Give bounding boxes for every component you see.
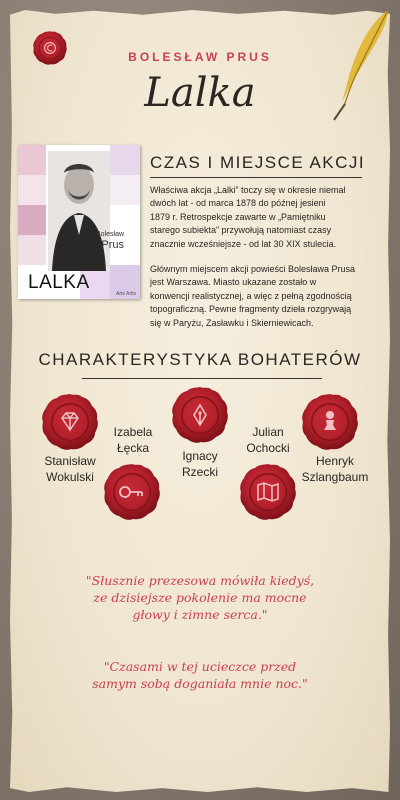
divider [82, 378, 322, 379]
character-name-ochocki: Julian Ochocki [246, 425, 290, 455]
quote-2: "Czasami w tej ucieczce przed samym sobą doganiała mnie noc." [92, 659, 308, 691]
paragraph-place: Głównym miejscem akcji powieści Bolesława Prusa jest Warszawa. Miasto ukazane zostało w konwencji realistycznej, a więc z pełną zgodnością topograficzną. Pewne fragmenty dzieła rozgrywają się w Paryżu, Zasławku i Skierniewicach. [150, 264, 356, 328]
chess-pawn-icon [300, 392, 360, 452]
author-portrait-image [48, 151, 110, 271]
book-author: BOLESŁAW PRUS [128, 50, 272, 64]
cover-publisher: Arts Artis [115, 291, 136, 297]
paragraph-time: Właściwa akcja „Lalki” toczy się w okresie niemal dwóch lat - od marca 1878 do późnej jesieni 1879 r. Retrospekcje zawarte w „Pamiętniku starego subiekta” przywołują natomiast czasy znacznie wcześniejsze - od lat 30 XIX stulecia. [150, 185, 346, 249]
quote-1: "Słusznie prezesowa mówiła kiedyś, ze dzisiejsze pokolenie ma mocne głowy i zimne serca." [85, 573, 315, 622]
divider [150, 177, 362, 178]
book-cover-image [18, 145, 140, 299]
book-title: Lalka [144, 70, 256, 116]
section-heading-time-place: CZAS I MIEJSCE AKCJI [150, 153, 366, 172]
character-name-lecka: Izabela Łęcka [113, 425, 153, 455]
character-name-wokulski: Stanisław Wokulski [44, 454, 96, 484]
character-name-szlangbaum: Henryk Szlangbaum [301, 454, 369, 484]
character-name-rzecki: Ignacy Rzecki [181, 449, 218, 479]
cover-author: Bolesław Prus [96, 231, 125, 251]
section-heading-characters: CHARAKTERYSTYKA BOHATERÓW [38, 350, 362, 369]
cover-title: LALKA [28, 272, 90, 293]
